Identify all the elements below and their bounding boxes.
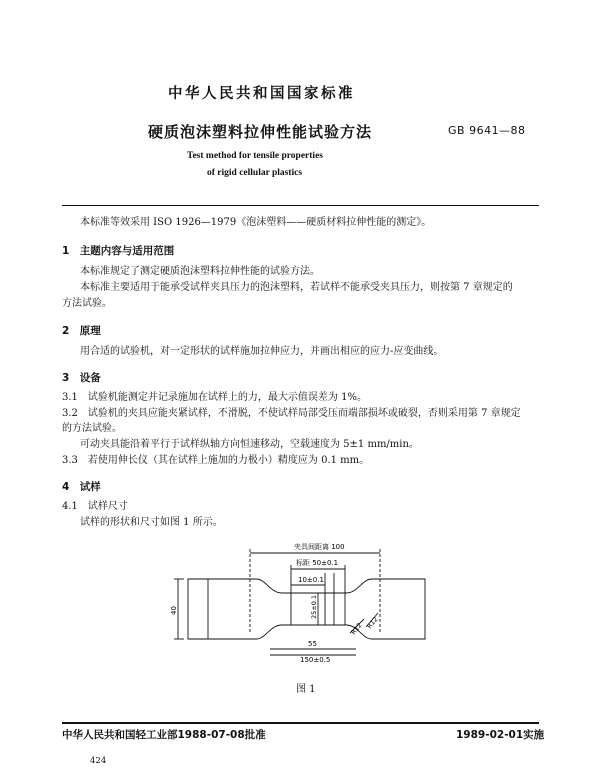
title-english-line1: Test method for tensile properties [187, 151, 323, 161]
dim-radius-2: R12 [365, 615, 380, 631]
specimen-figure [170, 535, 435, 665]
national-standard-heading: 中华人民共和国国家标准 [168, 86, 355, 102]
section-1-paragraph-1: 本标准规定了测定硬质泡沫塑料拉伸性能的试验方法。 [80, 266, 320, 277]
title-english-line2: of rigid cellular plastics [207, 168, 303, 178]
figure-caption: 图 1 [296, 684, 316, 695]
page-number: 424 [90, 756, 107, 766]
footer-divider [62, 722, 539, 724]
section-1-paragraph-2: 本标准主要适用于能承受试样夹具压力的泡沫塑料，若试样不能承受夹具压力，则按第 7 章规定的 [80, 282, 513, 293]
section-1-paragraph-2-cont: 方法试验。 [62, 298, 112, 309]
effective-date: 1989-02-01实施 [456, 729, 545, 741]
clause-3-2-speed: 可动夹具能沿着平行于试样纵轴方向恒速移动，空载速度为 5±1 mm/min。 [80, 439, 419, 450]
section-3-heading: 3 设备 [62, 372, 101, 384]
clause-3-2-cont: 的方法试验。 [62, 423, 122, 434]
dim-total-length: 150±0.5 [300, 656, 331, 664]
standard-code: GB 9641—88 [448, 124, 526, 137]
clause-3-2: 3.2 试验机的夹具应能夹紧试样，不滑脱，不使试样局部受压而端部损坏或破裂，否则采用第 7 章规定 [62, 408, 521, 419]
clause-3-3: 3.3 若使用伸长仪（其在试样上施加的力极小）精度应为 0.1 mm。 [62, 455, 370, 466]
document-title: 硬质泡沫塑料拉伸性能试验方法 [148, 123, 373, 141]
specimen-outline [188, 579, 425, 639]
intro-paragraph: 本标准等效采用 ISO 1926—1979《泡沫塑料——硬质材料拉伸性能的测定》。 [80, 217, 432, 228]
dim-grip-distance: 夹具间距离 100 [294, 543, 345, 551]
clause-4-1: 4.1 试样尺寸 [62, 501, 128, 512]
dim-55: 55 [308, 640, 317, 648]
section-2-heading: 2 原理 [62, 325, 101, 337]
dim-radius-1: R12 [349, 621, 364, 637]
dim-height: 40 [170, 606, 178, 615]
section-1-heading: 1 主题内容与适用范围 [62, 245, 175, 257]
dim-neck: 10±0.1 [298, 576, 324, 584]
dim-width: 25±0.1 [310, 594, 318, 619]
section-4-heading: 4 试样 [62, 481, 101, 493]
dim-gauge-length: 标距 50±0.1 [296, 559, 339, 567]
clause-3-1: 3.1 试验机能测定并记录施加在试样上的力，最大示值误差为 1%。 [62, 392, 367, 403]
clause-4-1-paragraph: 试样的形状和尺寸如图 1 所示。 [80, 517, 223, 528]
approval-statement: 中华人民共和国轻工业部1988-07-08批准 [62, 729, 266, 741]
section-2-paragraph: 用合适的试验机，对一定形状的试样施加拉伸应力，并画出相应的应力-应变曲线。 [80, 346, 444, 357]
header-divider [62, 205, 539, 206]
